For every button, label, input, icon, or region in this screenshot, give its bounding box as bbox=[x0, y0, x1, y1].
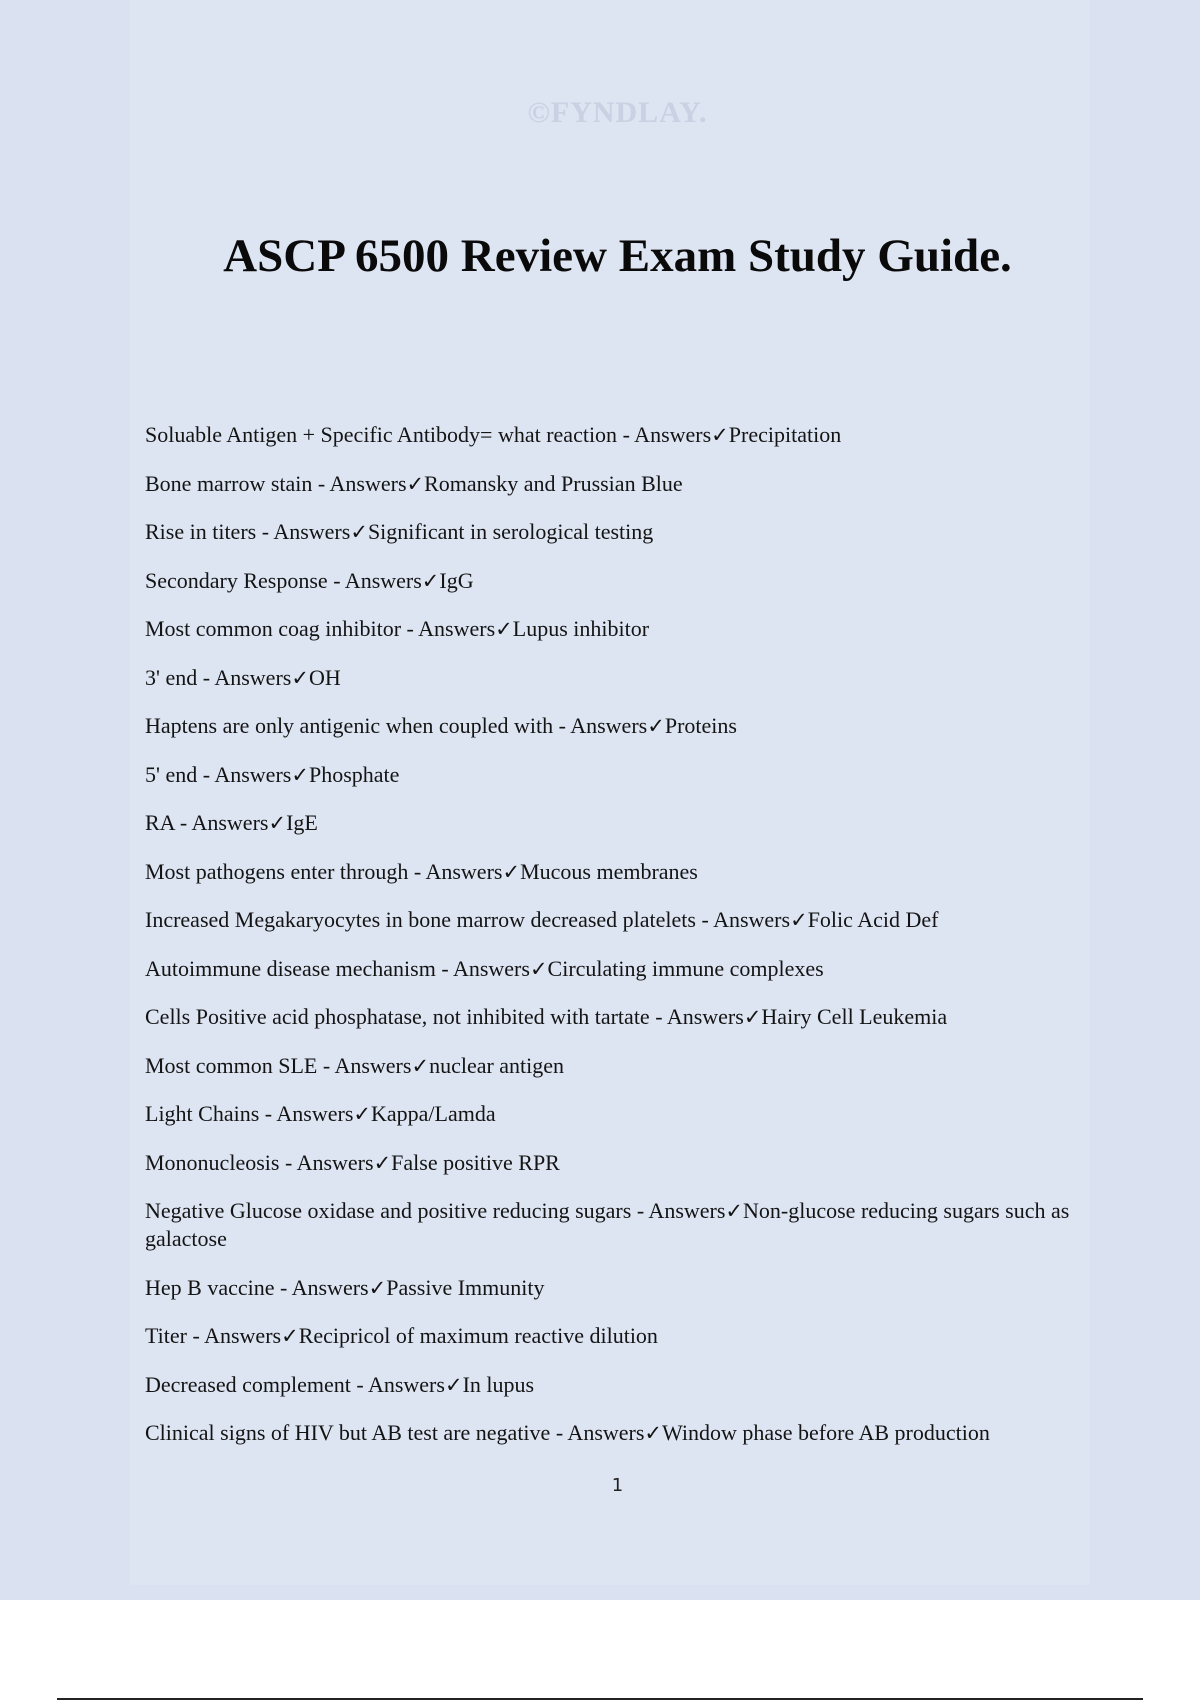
answer-text: Precipitation bbox=[728, 422, 842, 447]
answer-text: Proteins bbox=[664, 713, 737, 738]
answers-separator: - Answers bbox=[317, 1052, 412, 1078]
check-icon: ✓ bbox=[411, 1053, 430, 1078]
answers-separator: - Answers bbox=[435, 955, 530, 981]
check-icon: ✓ bbox=[350, 520, 368, 544]
question-text: Most common SLE bbox=[145, 1052, 318, 1078]
check-icon: ✓ bbox=[647, 714, 665, 738]
qa-item bbox=[145, 1100, 1095, 1128]
qa-item bbox=[145, 1274, 1095, 1302]
qa-item bbox=[145, 470, 1095, 498]
answer-text: Significant in serological testing bbox=[367, 519, 654, 544]
answer-text: nuclear antigen bbox=[429, 1052, 565, 1078]
check-icon: ✓ bbox=[353, 1102, 371, 1126]
answers-separator: - Answers bbox=[695, 907, 791, 932]
question-text: Rise in titers bbox=[145, 519, 257, 544]
question-text: Titer bbox=[145, 1323, 187, 1348]
answers-separator: - Answers bbox=[256, 519, 351, 544]
question-text: Autoimmune disease mechanism bbox=[145, 955, 436, 981]
answers-separator: - Answers bbox=[259, 1101, 354, 1126]
check-icon: ✓ bbox=[268, 811, 287, 835]
check-icon: ✓ bbox=[444, 1372, 463, 1397]
check-icon: ✓ bbox=[368, 1275, 387, 1300]
answers-separator: - Answers bbox=[197, 761, 292, 787]
watermark: ©FYNDLAY. bbox=[527, 96, 708, 129]
answer-text: Mucous membranes bbox=[520, 858, 698, 884]
qa-list bbox=[145, 421, 1095, 1468]
answers-separator: - Answers bbox=[401, 616, 496, 641]
check-icon: ✓ bbox=[281, 1324, 299, 1348]
answer-text: Passive Immunity bbox=[386, 1274, 545, 1300]
qa-item bbox=[145, 615, 1095, 643]
qa-item bbox=[145, 1149, 1095, 1177]
answer-text: Recipricol of maximum reactive dilution bbox=[298, 1323, 658, 1348]
check-icon: ✓ bbox=[291, 762, 309, 787]
check-icon: ✓ bbox=[529, 956, 548, 981]
qa-item bbox=[145, 1371, 1095, 1399]
answer-text: Romansky and Prussian Blue bbox=[424, 470, 683, 496]
question-text: RA bbox=[145, 810, 175, 835]
check-icon: ✓ bbox=[373, 1150, 392, 1175]
document-title: ASCP 6500 Review Exam Study Guide. bbox=[223, 230, 1012, 282]
answer-text: Folic Acid Def bbox=[807, 907, 939, 932]
answers-separator: - Answers bbox=[617, 422, 712, 447]
question-text: Soluable Antigen + Specific Antibody= what reaction bbox=[145, 422, 618, 447]
check-icon: ✓ bbox=[790, 908, 808, 932]
answer-text: IgE bbox=[286, 810, 318, 835]
page-number: 1 bbox=[611, 1475, 624, 1496]
answers-separator: - Answers bbox=[279, 1149, 374, 1175]
answers-separator: - Answers bbox=[350, 1371, 445, 1397]
qa-item bbox=[145, 858, 1095, 886]
question-text: Haptens are only antigenic when coupled with bbox=[145, 713, 554, 738]
question-text: Bone marrow stain bbox=[145, 470, 313, 496]
qa-item bbox=[145, 955, 1095, 983]
answer-text: Non-glucose reducing sugars such as galactose bbox=[145, 1198, 1070, 1251]
answers-separator: - Answers bbox=[408, 858, 503, 884]
qa-item bbox=[145, 1419, 1095, 1447]
qa-item bbox=[145, 1197, 1095, 1253]
question-text: Clinical signs of HIV but AB test are negative bbox=[145, 1420, 551, 1445]
answers-separator: - Answers bbox=[550, 1420, 645, 1445]
check-icon: ✓ bbox=[406, 471, 425, 496]
answer-text: Lupus inhibitor bbox=[512, 616, 650, 641]
answer-text: In lupus bbox=[462, 1371, 535, 1397]
question-text: Increased Megakaryocytes in bone marrow decreased platelets bbox=[145, 907, 696, 932]
question-text: Hep B vaccine bbox=[145, 1274, 275, 1300]
answer-text: Circulating immune complexes bbox=[547, 955, 824, 981]
check-icon: ✓ bbox=[725, 1199, 744, 1223]
question-text: Secondary Response bbox=[145, 567, 328, 593]
qa-item bbox=[145, 906, 1095, 934]
check-icon: ✓ bbox=[743, 1005, 762, 1029]
answers-separator: - Answers bbox=[631, 1198, 726, 1223]
answer-text: OH bbox=[308, 664, 341, 690]
qa-item bbox=[145, 761, 1095, 789]
question-text: 3' end bbox=[145, 664, 198, 690]
check-icon: ✓ bbox=[711, 423, 729, 447]
answers-separator: - Answers bbox=[197, 664, 292, 690]
answer-text: False positive RPR bbox=[391, 1149, 560, 1175]
answer-text: Window phase before AB production bbox=[662, 1420, 990, 1445]
question-text: Cells Positive acid phosphatase, not inhibited with tartate bbox=[145, 1004, 650, 1029]
answers-separator: - Answers bbox=[312, 470, 407, 496]
question-text: 5' end bbox=[145, 761, 198, 787]
check-icon: ✓ bbox=[644, 1421, 663, 1445]
question-text: Light Chains bbox=[145, 1101, 260, 1126]
answer-text: Hairy Cell Leukemia bbox=[761, 1004, 948, 1029]
qa-item bbox=[145, 1322, 1095, 1350]
question-text: Decreased complement bbox=[145, 1371, 351, 1397]
qa-item bbox=[145, 809, 1095, 837]
answers-separator: - Answers bbox=[649, 1004, 744, 1029]
question-text: Most common coag inhibitor bbox=[145, 616, 402, 641]
question-text: Most pathogens enter through bbox=[145, 858, 409, 884]
qa-item bbox=[145, 518, 1095, 546]
answers-separator: - Answers bbox=[274, 1274, 369, 1300]
answers-separator: - Answers bbox=[186, 1323, 282, 1348]
qa-item bbox=[145, 1003, 1095, 1031]
answers-separator: - Answers bbox=[174, 810, 269, 835]
answer-text: IgG bbox=[439, 567, 474, 593]
question-text: Mononucleosis bbox=[145, 1149, 280, 1175]
qa-item bbox=[145, 664, 1095, 692]
answers-separator: - Answers bbox=[553, 713, 648, 738]
qa-item bbox=[145, 1052, 1095, 1080]
check-icon: ✓ bbox=[495, 617, 513, 641]
qa-item bbox=[145, 712, 1095, 740]
answer-text: Kappa/Lamda bbox=[371, 1101, 496, 1126]
qa-item bbox=[145, 567, 1095, 595]
answers-separator: - Answers bbox=[327, 567, 422, 593]
qa-item bbox=[145, 421, 1095, 449]
answer-text: Phosphate bbox=[308, 761, 400, 787]
check-icon: ✓ bbox=[421, 568, 440, 593]
check-icon: ✓ bbox=[291, 665, 309, 690]
question-text: Negative Glucose oxidase and positive reducing sugars bbox=[145, 1198, 632, 1223]
check-icon: ✓ bbox=[502, 859, 521, 884]
